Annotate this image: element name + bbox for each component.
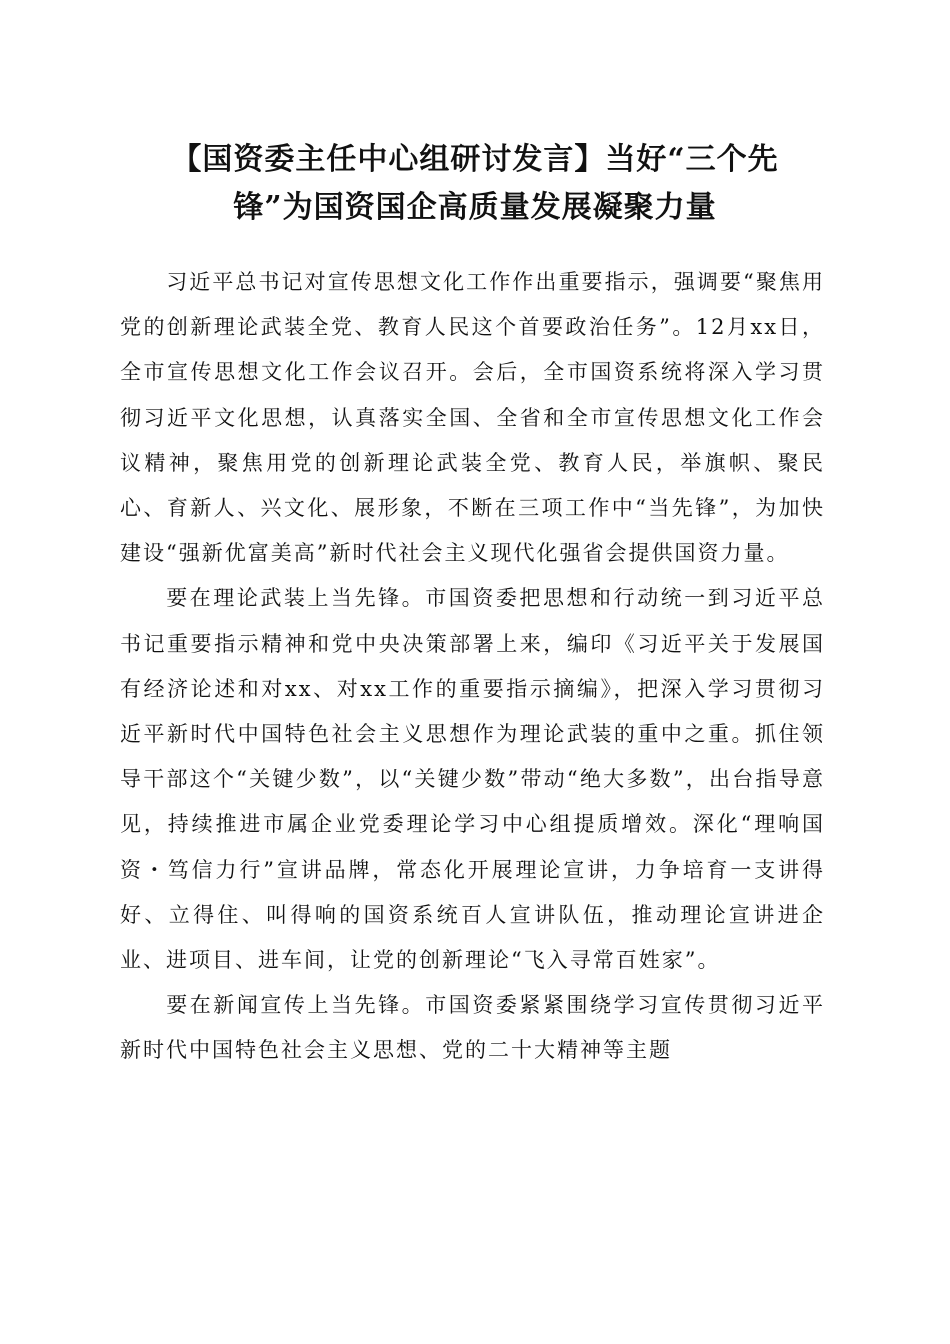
document-title [100, 136, 850, 232]
title-line-2: 锋”为国资国企高质量发展凝聚力量 [233, 190, 717, 225]
title-line-1: 【国资委主任中心组研讨发言】当好“三个先 [171, 142, 779, 177]
paragraph-theory: 要在理论武装上当先锋。市国资委把思想和行动统一到习近平总书记重要指示精神和党中央决策部署上来，编印《习近平关于发展国有经济论述和对xx、对xx工作的重要指示摘编》，把深入学习贯彻习近平新时代中国特色社会主义思想作为理论武装的重中之重。抓住领导干部这个“关键少数”，以“关键少数”带动“绝大多数”，出台指导意见，持续推进市属企业党委理论学习中心组提质增效。深化“理响国资・笃信力行”宣讲品牌，常态化开展理论宣讲，力争培育一支讲得好、立得住、叫得响的国资系统百人宣讲队伍，推动理论宣讲进企业、进项目、进车间，让党的创新理论“飞入寻常百姓家”。 [120, 586, 825, 973]
paragraph-news: 要在新闻宣传上当先锋。市国资委紧紧围绕学习宣传贯彻习近平新时代中国特色社会主义思想、党的二十大精神等主题 [120, 993, 825, 1063]
document-body [120, 260, 825, 1074]
paragraph-intro: 习近平总书记对宣传思想文化工作作出重要指示，强调要“聚焦用党的创新理论武装全党、教育人民这个首要政治任务”。12月xx日，全市宣传思想文化工作会议召开。会后，全市国资系统将深入学习贯彻习近平文化思想，认真落实全国、全省和全市宣传思想文化工作会议精神，聚焦用党的创新理论武装全党、教育人民，举旗帜、聚民心、育新人、兴文化、展形象，不断在三项工作中“当先锋”，为加快建设“强新优富美高”新时代社会主义现代化强省会提供国资力量。 [120, 270, 825, 566]
